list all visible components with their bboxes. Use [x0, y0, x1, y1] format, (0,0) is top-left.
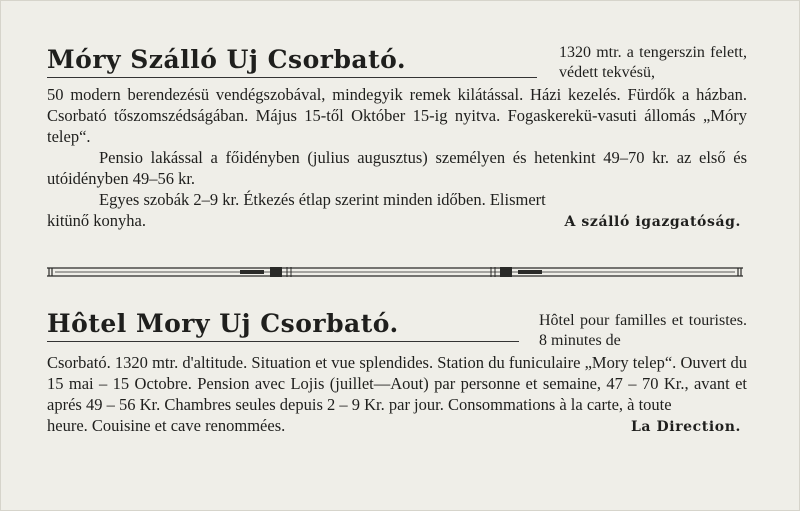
hungarian-closing-row	[47, 210, 747, 233]
ornamental-divider	[47, 264, 743, 280]
hungarian-section	[47, 45, 747, 233]
french-section	[47, 309, 747, 438]
french-header	[47, 309, 747, 351]
french-hotel-note: Hôtel pour familles et touristes. 8 minutes de	[539, 312, 747, 349]
hungarian-paragraph-2: Pensio lakással a főidényben (julius augusztus) személyen és hetenkint 49–70 kr. az első és utóidényben 49–56 kr.	[47, 148, 747, 188]
hungarian-paragraph-3-end: kitünő konyha.	[47, 211, 146, 230]
french-closing-row	[47, 415, 747, 438]
french-paragraph-1-end: heure. Couisine et cave renommées.	[47, 416, 286, 435]
hungarian-header	[47, 45, 747, 83]
hungarian-title: Móry Szálló Uj Csorbató.	[47, 45, 537, 78]
french-title: Hôtel Mory Uj Csorbató.	[47, 309, 519, 342]
hungarian-signature: A szálló igazgatóság.	[564, 214, 741, 230]
hungarian-paragraph-3: Egyes szobák 2–9 kr. Étkezés étlap szerint minden időben. Elismert	[99, 190, 546, 209]
hungarian-paragraph-1: 50 modern berendezésü vendégszobával, mindegyik remek kilátással. Házi kezelés. Fürdők a házban. Csorbató tőszomszédságában. Május 15-től Október 15-ig nyitva. Fogaskerekü-vasuti állomás „Móry telep“.	[47, 85, 747, 146]
french-signature: La Direction.	[630, 419, 741, 435]
hungarian-altitude-note: 1320 mtr. a tengerszin felett, védett tekvésü,	[559, 44, 747, 81]
french-paragraph-1: Csorbató. 1320 mtr. d'altitude. Situation et vue splendides. Station du funiculaire „Mory telep“. Ouvert du 15 mai – 15 Octobre. Pension avec Lojis (juillet—Aout) par personne et semaine, 47 – 70 Kr., avant et aprés 49 – 56 Kr. Chambres seules depuis 2 – 9 Kr. par jour. Consommations à la carte, à toute	[47, 353, 747, 414]
